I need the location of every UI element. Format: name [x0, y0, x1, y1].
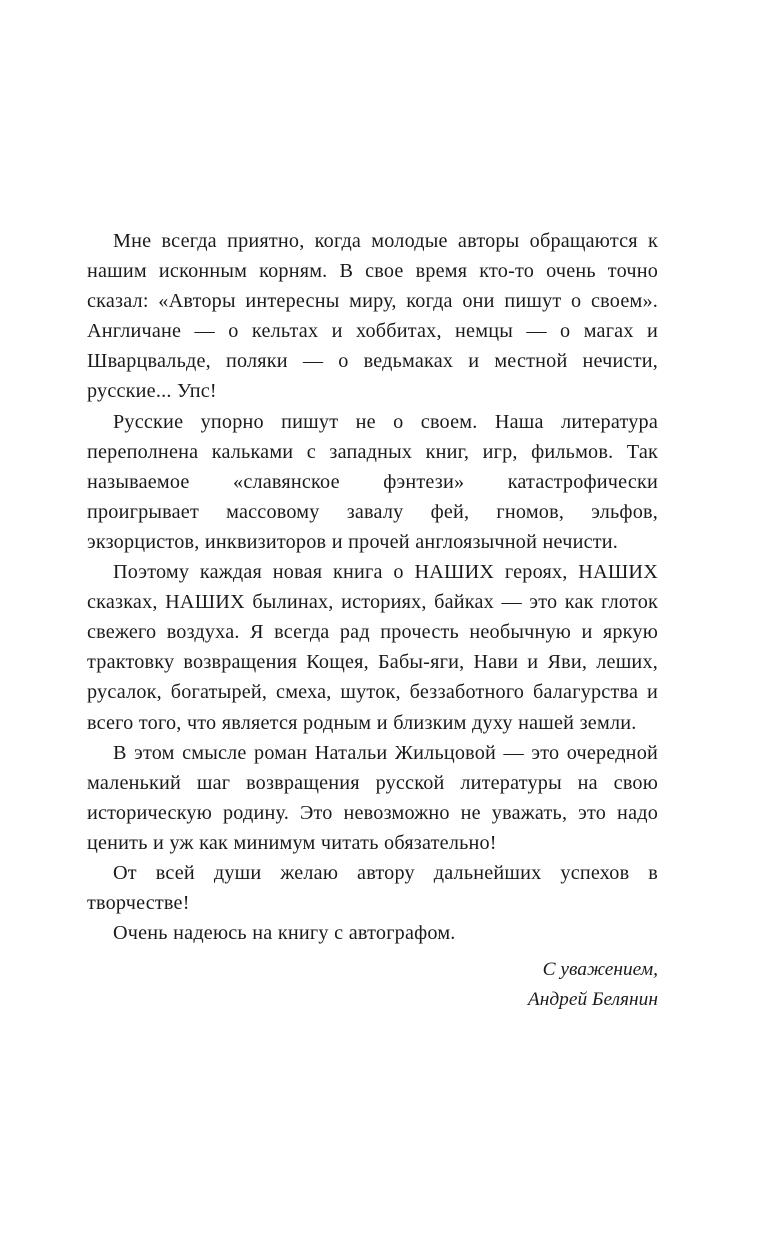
paragraph: От всей души желаю автору дальнейших успехов в творчестве!: [87, 861, 658, 915]
signature-author: Андрей Белянин: [527, 988, 658, 1010]
paragraph: Русские упорно пишут не о своем. Наша литература переполнена кальками с западных книг, игр, фильмов. Так называемое «славянское фэнтези» катастрофически проигрывает массовому завалу фей, гномов, эльфов, экзорцистов, инквизиторов и прочей англоязычной нечисти.: [87, 410, 658, 553]
paragraph: В этом смысле роман Натальи Жильцовой — это очередной маленький шаг возвращения русской литературы на свою историческую родину. Это невозможно не уважать, это надо ценить и уж как минимум читать обязательно!: [87, 741, 658, 854]
paragraph: Поэтому каждая новая книга о НАШИХ героях, НАШИХ сказках, НАШИХ былинах, историях, байках — это как глоток свежего воздуха. Я всегда рад прочесть необычную и яркую трактовку возвращения Кощея, Бабы-яги, Нави и Яви, леших, русалок, богатырей, смеха, шуток, беззаботного балагурства и всего того, что является родным и близким духу нашей земли.: [87, 561, 658, 734]
paragraph: Очень надеюсь на книгу с автографом.: [113, 922, 456, 945]
signature-block: [87, 955, 658, 1014]
signature-closing: С уважением,: [542, 959, 658, 980]
paragraph: Мне всегда приятно, когда молодые авторы обращаются к нашим исконным корням. В свое время кто-то очень точно сказал: «Авторы интересны миру, когда они пишут о своем». Англичане — о кельтах и хоббитах, немцы — о магах и Шварцвальде, поляки — о ведьмаках и местной нечисти, русские... Упс!: [87, 230, 658, 403]
foreword-text-block: [87, 226, 658, 948]
